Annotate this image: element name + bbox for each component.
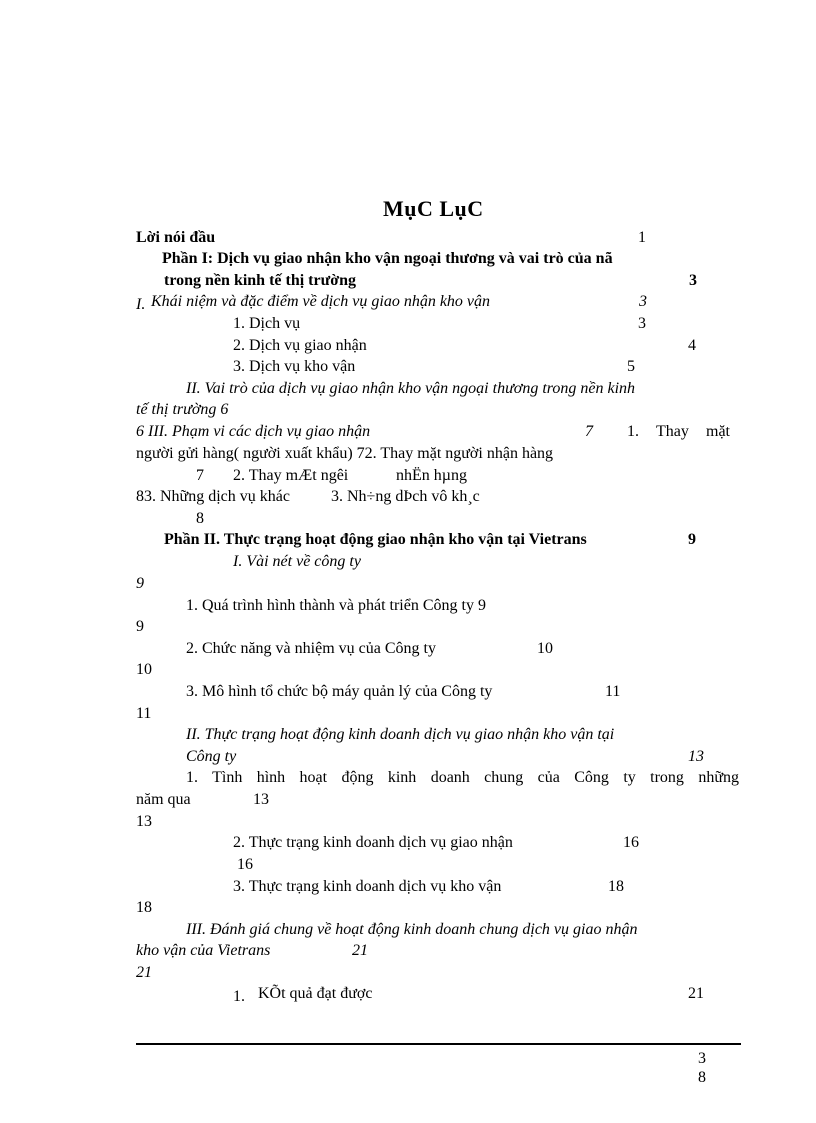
toc-text: III. Đánh giá chung về hoạt động kinh doanh chung dịch vụ giao nhận [186,921,638,938]
toc-text: 1. Dịch vụ [233,315,301,332]
toc-text: 1. Tình hình hoạt động kinh doanh chung của Công ty trong những [186,769,739,786]
toc-text: 1. [233,988,245,1005]
toc-text: II. Vai trò của dịch vụ giao nhận kho vận ngoại thương trong nền kinh [186,380,636,397]
toc-page-number: 9 [136,618,144,635]
toc-page-number: 7 [196,467,204,484]
page-title: MụC LụC [383,196,484,221]
toc-text: 3. Nh÷ng dÞch vô kh¸c [331,488,480,505]
toc-text: 83. Những dịch vụ khác [136,488,290,505]
page-number: 3 [698,1050,706,1067]
toc-text: tế thị trường 6 [136,401,229,418]
toc-page-number: 18 [608,878,624,895]
toc-text: mặt [706,423,730,440]
toc-text: Thay [656,423,689,440]
toc-page-number: 3 [639,293,647,310]
toc-text: kho vận của Vietrans [136,942,271,959]
toc-page-number: 3 [689,272,697,289]
page-number: 8 [698,1069,706,1086]
toc-page-number: 9 [136,575,144,592]
toc-page-number: 13 [136,813,152,830]
toc-page-number: 1 [638,229,646,246]
toc-page-number: 16 [623,834,639,851]
toc-page-number: 21 [352,942,368,959]
toc-page-number: 9 [688,531,696,548]
toc-text: nhËn hµng [396,467,467,484]
toc-page-number: 10 [537,640,553,657]
toc-text: I. [136,296,146,313]
toc-page-number: 18 [136,899,152,916]
toc-text: 1. Quá trình hình thành và phát triển Công ty 9 [186,597,486,614]
toc-page-number: 7 [585,423,593,440]
toc-page-number: 13 [253,791,269,808]
toc-text: Phần II. Thực trạng hoạt động giao nhận kho vận tại Vietrans [164,531,587,548]
toc-page-number: 13 [688,748,704,765]
toc-page-number: 11 [136,705,152,722]
toc-text: 2. Dịch vụ giao nhận [233,337,367,354]
footer-divider [136,1043,741,1045]
toc-page-number: 10 [136,661,152,678]
toc-text: II. Thực trạng hoạt động kinh doanh dịch vụ giao nhận kho vận tại [186,726,615,743]
toc-page-number: 11 [605,683,621,700]
toc-text: KÕt quả đạt được [258,985,373,1002]
toc-text: I. Vài nét về công ty [233,553,361,570]
toc-text: 3. Dịch vụ kho vận [233,358,356,375]
toc-text: 1. [627,423,639,440]
toc-text: người gửi hàng( người xuất khẩu) 72. Thay mặt người nhận hàng [136,445,554,462]
toc-page-number: 4 [688,337,696,354]
toc-text: năm qua [136,791,191,808]
toc-page-number: 16 [237,856,253,873]
toc-text: 3. Mô hình tổ chức bộ máy quản lý của Công ty [186,683,493,700]
toc-text: Công ty [186,748,237,765]
toc-page-number: 21 [688,985,704,1002]
toc-page-number: 21 [136,964,152,981]
toc-page-number: 5 [627,358,635,375]
toc-text: Lời nói đầu [136,229,216,246]
toc-text: 3. Thực trạng kinh doanh dịch vụ kho vận [233,878,502,895]
toc-text: Phần I: Dịch vụ giao nhận kho vận ngoại thương và vai trò của nã [162,250,613,267]
toc-text: Khái niệm và đặc điểm về dịch vụ giao nhận kho vận [151,293,491,310]
toc-text: 2. Chức năng và nhiệm vụ của Công ty [186,640,436,657]
toc-text: trong nền kinh tế thị trường [164,272,356,289]
toc-text: 2. Thay mÆt ngêi [233,467,349,484]
toc-page-number: 8 [196,510,204,527]
toc-text: 6 III. Phạm vi các dịch vụ giao nhận [136,423,371,440]
toc-text: 2. Thực trạng kinh doanh dịch vụ giao nhận [233,834,513,851]
toc-page-number: 3 [638,315,646,332]
